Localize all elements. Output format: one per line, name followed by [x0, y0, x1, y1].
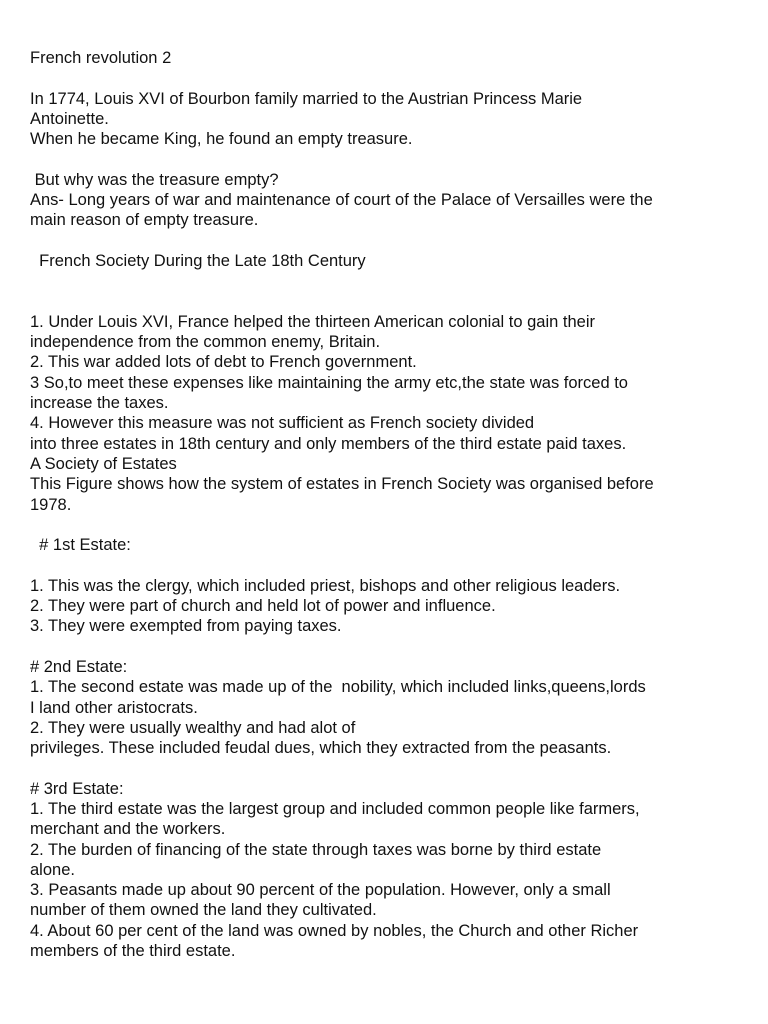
note-body [30, 48, 750, 961]
note-line: increase the taxes. [30, 394, 169, 413]
note-line: 1. Under Louis XVI, France helped the thirteen American colonial to gain their [30, 312, 595, 331]
note-line: A Society of Estates [30, 454, 177, 473]
blank-line [30, 555, 750, 575]
blank-line [30, 292, 750, 312]
note-line: # 2nd Estate: [30, 657, 128, 676]
note-line: French revolution 2 [30, 49, 172, 67]
note-line: French Society During the Late 18th Century [30, 251, 366, 270]
note-line: 1978. [30, 495, 72, 514]
blank-line [30, 271, 750, 291]
note-line: 3. Peasants made up about 90 percent of the population. However, only a small [30, 881, 611, 900]
note-line: Antoinette. [30, 109, 109, 128]
note-line: When he became King, he found an empty treasure. [30, 130, 413, 149]
note-line: privileges. These included feudal dues, which they extracted from the peasants. [30, 739, 612, 758]
blank-line [30, 515, 750, 535]
note-line: 3. They were exempted from paying taxes. [30, 617, 342, 636]
note-line: 3 So,to meet these expenses like maintaining the army etc,the state was forced to [30, 373, 628, 392]
blank-line [30, 637, 750, 657]
note-line: 2. They were usually wealthy and had alot of [30, 718, 356, 737]
blank-line [30, 758, 750, 778]
note-line: into three estates in 18th century and only members of the third estate paid taxes. [30, 434, 627, 453]
note-line: merchant and the workers. [30, 820, 226, 839]
note-line: 4. About 60 per cent of the land was owned by nobles, the Church and other Richer [30, 921, 639, 940]
note-line: But why was the treasure empty? [30, 170, 279, 189]
note-line: Ans- Long years of war and maintenance of court of the Palace of Versailles were the [30, 191, 653, 210]
note-line: alone. [30, 860, 75, 879]
blank-line [30, 149, 750, 169]
note-line: 2. The burden of financing of the state through taxes was borne by third estate [30, 840, 602, 859]
note-line: 2. They were part of church and held lot of power and influence. [30, 597, 496, 616]
note-line: I land other aristocrats. [30, 698, 198, 717]
note-line: 4. However this measure was not sufficient as French society divided [30, 414, 535, 433]
note-line: 1. The second estate was made up of the nobility, which included links,queens,lords [30, 678, 646, 697]
note-line: # 3rd Estate: [30, 779, 124, 798]
note-line: independence from the common enemy, Britain. [30, 333, 381, 352]
note-line: main reason of empty treasure. [30, 211, 259, 230]
note-line: 2. This war added lots of debt to French government. [30, 353, 417, 372]
note-line: number of them owned the land they cultivated. [30, 901, 377, 920]
note-line: This Figure shows how the system of estates in French Society was organised before [30, 475, 654, 494]
note-lines [30, 48, 750, 961]
note-line: In 1774, Louis XVI of Bourbon family married to the Austrian Princess Marie [30, 89, 583, 108]
note-line: 1. The third estate was the largest group and included common people like farmers, [30, 799, 640, 818]
note-line: 1. This was the clergy, which included priest, bishops and other religious leaders. [30, 576, 621, 595]
blank-line [30, 68, 750, 88]
note-line: members of the third estate. [30, 942, 236, 961]
blank-line [30, 231, 750, 251]
note-line: # 1st Estate: [30, 536, 131, 555]
